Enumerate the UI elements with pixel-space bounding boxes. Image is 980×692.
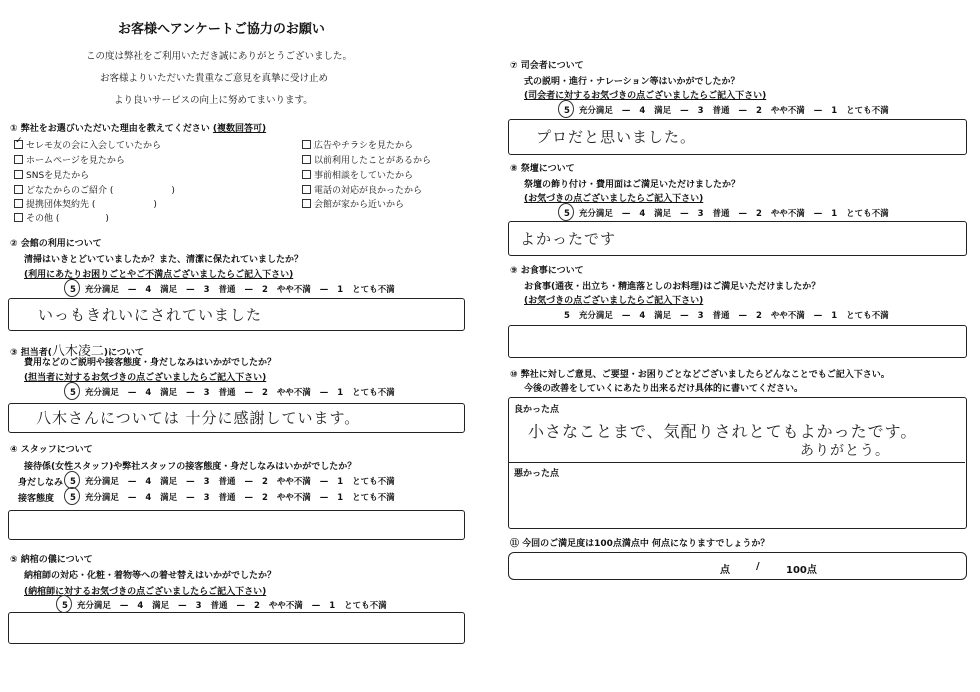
q1-option-11[interactable]: 会館が家から近いから (302, 197, 404, 210)
q5-title: ⑤ 納棺の儀について (10, 555, 93, 565)
q8-selected-circle (558, 203, 574, 221)
q5-rating-scale: 5 充分満足 — 4 満足 — 3 普通 — 2 やや不満 — 1 とても不満 (62, 601, 387, 611)
q11-title: ⑪ 今回のご満足度は100点満点中 何点になりますでしょうか？ (510, 539, 770, 549)
q11-points-label: 点 (720, 565, 730, 576)
q3-title: ③ 担当者(八木凌二)について (10, 344, 144, 359)
q10-title: ⑩ 弊社に対しご意見、ご要望・お困りごとなどございましたらどんなことでもご記入下さい。 (510, 370, 890, 380)
q7-line-1: 式の説明・進行・ナレーション等はいかがでしたか？ (524, 77, 740, 87)
q3-rating-scale: 5 充分満足 — 4 満足 — 3 普通 — 2 やや不満 — 1 とても不満 (70, 388, 395, 398)
q2-line-2: (利用にあたりお困りごとやご不満点ございましたらご記入下さい) (24, 270, 294, 280)
q3-staff-name: 八木凌二 (51, 344, 104, 359)
q11-slash: / (756, 561, 760, 572)
intro-line-2: お客様よりいただいた貴重なご意見を真摯に受け止め (100, 73, 329, 84)
q1-option-1[interactable]: ✓ セレモ友の会に入会していたから (15, 136, 162, 151)
q2-rating-scale: 5 充分満足 — 4 満足 — 3 普通 — 2 やや不満 — 1 とても不満 (70, 285, 395, 295)
q1-option-10[interactable]: 電話の対応が良かったから (302, 183, 422, 196)
q10-good-answer-2: ありがとう。 (800, 443, 890, 459)
page-title: お客様へアンケートご協力のお願い (118, 22, 325, 37)
q3-line-1: 費用などのご説明や接客態度・身だしなみはいかがでしたか？ (24, 358, 277, 368)
q9-line-2: (お気づきの点ございましたらご記入下さい) (524, 296, 704, 306)
q9-title: ⑨ お食事について (510, 266, 584, 276)
q3-line-2: (担当者に対するお気づきの点ございましたらご記入下さい) (24, 373, 267, 383)
q1-option-5[interactable]: 提携団体契約先 ( ) (14, 197, 157, 210)
check-mark-icon: ✓ (15, 136, 23, 146)
q10-good-answer: 小さなことまで、気配りされとてもよかったです。 (528, 422, 918, 441)
q8-title: ⑧ 祭壇について (510, 164, 575, 174)
q4-row1-label: 身だしなみ (18, 478, 64, 488)
q7-rating-scale: 5 充分満足 — 4 満足 — 3 普通 — 2 やや不満 — 1 とても不満 (564, 106, 889, 116)
q1-option-4[interactable]: どなたからのご紹介 ( ) (14, 183, 175, 196)
q8-line-2: (お気づきの点ございましたらご記入下さい) (524, 194, 704, 204)
q1-option-3[interactable]: SNSを見たから (14, 168, 89, 181)
q5-answer-box[interactable] (8, 612, 465, 644)
q7-title: ⑦ 司会者について (510, 61, 584, 71)
q4-row2-selected-circle (64, 487, 80, 505)
q5-line-1: 納棺師の対応・化粧・着物等への着せ替えはいかがでしたか？ (24, 571, 277, 581)
q3-answer: 八木さんについては 十分に感謝しています。 (36, 409, 361, 427)
q4-answer-box[interactable] (8, 510, 465, 540)
q10-bad-label: 悪かった点 (514, 469, 560, 479)
q2-answer: いっもきれいにされていました (38, 306, 263, 324)
q7-answer: プロだと思いました。 (536, 128, 697, 146)
q1-option-2[interactable]: ホームページを見たから (14, 153, 125, 166)
q7-selected-circle (558, 100, 574, 118)
q4-row2-label: 接客態度 (18, 494, 55, 504)
intro-line-3: より良いサービスの向上に努めてまいります。 (114, 95, 313, 106)
q8-rating-scale: 5 充分満足 — 4 満足 — 3 普通 — 2 やや不満 — 1 とても不満 (564, 209, 889, 219)
q4-title: ④ スタッフについて (10, 445, 93, 455)
q1-title: ① 弊社をお選びいただいた理由を教えてください (複数回答可) (10, 124, 267, 134)
q1-option-6[interactable]: その他 ( ) (14, 211, 109, 224)
intro-line-1: この度は弊社をご利用いただき誠にありがとうございました。 (86, 51, 353, 62)
q1-option-8[interactable]: 以前利用したことがあるから (302, 153, 431, 166)
q3-selected-circle (64, 382, 80, 400)
q2-title: ② 会館の利用について (10, 239, 102, 249)
q7-line-2: (司会者に対するお気づきの点ございましたらご記入下さい) (524, 91, 767, 101)
q2-selected-circle (64, 279, 80, 297)
q9-answer-box[interactable] (508, 325, 967, 358)
q9-rating-scale: 5 充分満足 — 4 満足 — 3 普通 — 2 やや不満 — 1 とても不満 (564, 311, 889, 321)
q11-max-points: 100点 (786, 565, 817, 576)
q10-good-label: 良かった点 (514, 405, 560, 415)
q11-answer-box[interactable] (508, 552, 967, 580)
q10-answer-box[interactable] (508, 397, 967, 529)
q1-option-7[interactable]: 広告やチラシを見たから (302, 138, 413, 151)
q5-selected-circle (56, 595, 72, 613)
q4-row2-scale: 5 充分満足 — 4 満足 — 3 普通 — 2 やや不満 — 1 とても不満 (70, 493, 395, 503)
q9-line-1: お食事(通夜・出立ち・精進落としのお料理)はご満足いただけましたか？ (524, 282, 821, 292)
q2-line-1: 清掃はいきとどいていましたか？また、清潔に保たれていましたか？ (24, 255, 304, 265)
q10-line-1: 今後の改善をしていくにあたり出来るだけ具体的に書いてください。 (524, 384, 804, 394)
q10-divider (509, 462, 965, 463)
q5-line-2: (納棺師に対するお気づきの点ございましたらご記入下さい) (24, 587, 267, 597)
q8-line-1: 祭壇の飾り付け・費用面はご満足いただけましたか？ (524, 180, 741, 190)
q4-row1-scale: 5 充分満足 — 4 満足 — 3 普通 — 2 やや不満 — 1 とても不満 (70, 477, 395, 487)
q8-answer: よかったです (520, 230, 617, 248)
q4-line-1: 接待係(女性スタッフ)や弊社スタッフの接客態度・身だしなみはいかがでしたか？ (24, 462, 357, 472)
q1-option-9[interactable]: 事前相談をしていたから (302, 168, 413, 181)
